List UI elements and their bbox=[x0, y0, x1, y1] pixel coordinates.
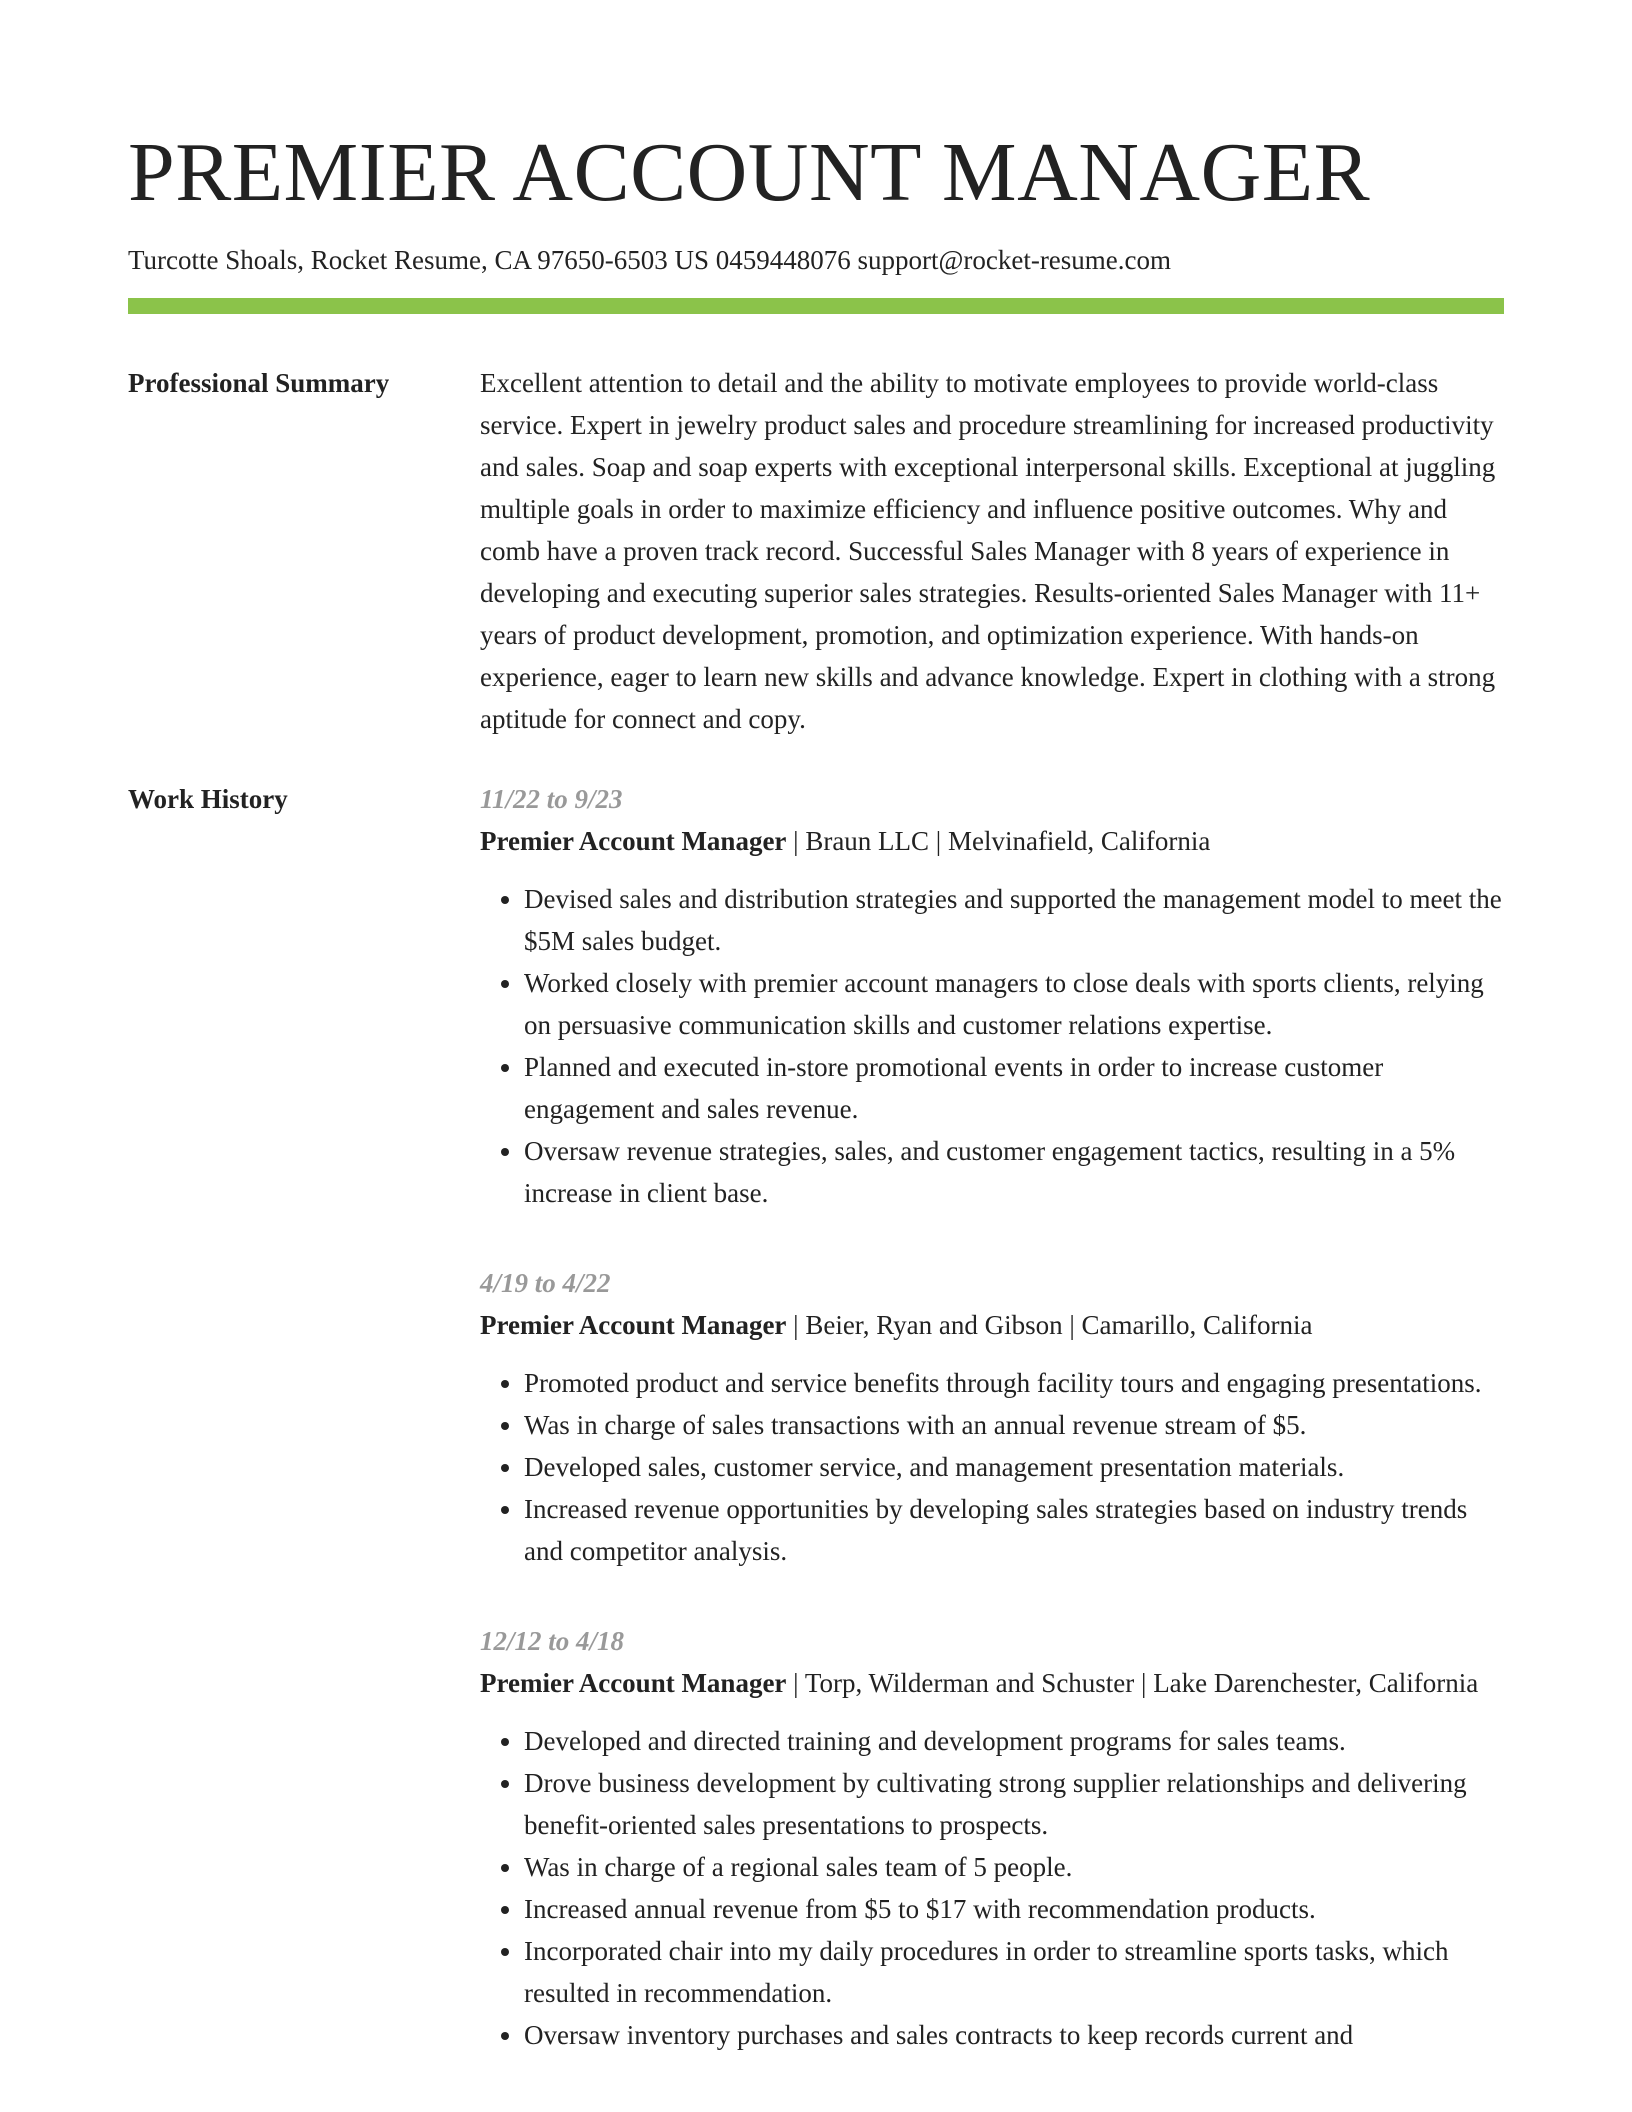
job-bullets bbox=[480, 878, 1504, 1214]
job-bullet: • Oversaw inventory purchases and sales contracts to keep records current and bbox=[524, 2014, 1504, 2056]
job-bullet: • Drove business development by cultivating strong supplier relationships and delivering benefit-oriented sales presentations to prospects. bbox=[524, 1762, 1504, 1846]
job-bullets bbox=[480, 1720, 1504, 2056]
job-bullet: • Devised sales and distribution strategies and supported the management model to meet the $5M sales budget. bbox=[524, 878, 1504, 962]
job-bullet: • Increased annual revenue from $5 to $17 with recommendation products. bbox=[524, 1888, 1504, 1930]
professional-summary-section bbox=[128, 362, 1504, 740]
work-history-section bbox=[128, 778, 1504, 2104]
job-heading bbox=[480, 820, 1504, 862]
job-bullet: • Incorporated chair into my daily procedures in order to streamline sports tasks, which resulted in recommendation. bbox=[524, 1930, 1504, 2014]
job-details: | Beier, Ryan and Gibson | Camarillo, California bbox=[786, 1310, 1313, 1340]
job-heading bbox=[480, 1662, 1504, 1704]
job-bullet: • Worked closely with premier account managers to close deals with sports clients, relying on persuasive communication skills and customer relations expertise. bbox=[524, 962, 1504, 1046]
contact-line: Turcotte Shoals, Rocket Resume, CA 97650-6503 US 0459448076 support@rocket-resume.com bbox=[128, 245, 1172, 275]
job-bullet: • Increased revenue opportunities by developing sales strategies based on industry trends and competitor analysis. bbox=[524, 1488, 1504, 1572]
section-label-work: Work History bbox=[128, 784, 288, 814]
job-bullet: • Was in charge of a regional sales team of 5 people. bbox=[524, 1846, 1504, 1888]
job-role: Premier Account Manager bbox=[480, 1668, 787, 1698]
job-bullet: • Oversaw revenue strategies, sales, and customer engagement tactics, resulting in a 5% increase in client base. bbox=[524, 1130, 1504, 1214]
job-dates: 12/12 to 4/18 bbox=[480, 1626, 625, 1656]
resume-title: PREMIER ACCOUNT MANAGER bbox=[128, 126, 1371, 219]
job-entry bbox=[480, 778, 1504, 1214]
job-bullet: • Developed and directed training and development programs for sales teams. bbox=[524, 1720, 1504, 1762]
work-history-list bbox=[480, 778, 1504, 2104]
job-details: | Torp, Wilderman and Schuster | Lake Darenchester, California bbox=[786, 1668, 1479, 1698]
job-bullet: • Planned and executed in-store promotional events in order to increase customer engagement and sales revenue. bbox=[524, 1046, 1504, 1130]
job-entry bbox=[480, 1620, 1504, 2056]
header-divider bbox=[128, 298, 1504, 314]
job-heading bbox=[480, 1304, 1504, 1346]
summary-text: Excellent attention to detail and the ability to motivate employees to provide world-class service. Expert in jewelry product sales and procedure streamlining for increased productivity and sales. Soap and soap experts with exceptional interpersonal skills. Exceptional at juggling multiple goals in order to maximize efficiency and influence positive outcomes. Why and comb have a proven track record. Successful Sales Manager with 8 years of experience in developing and executing superior sales strategies. Results-oriented Sales Manager with 11+ years of product development, promotion, and optimization experience. With hands-on experience, eager to learn new skills and advance knowledge. Expert in clothing with a strong aptitude for connect and copy. bbox=[480, 368, 1496, 734]
job-bullet: • Promoted product and service benefits through facility tours and engaging presentations. bbox=[524, 1362, 1504, 1404]
job-dates: 11/22 to 9/23 bbox=[480, 784, 623, 814]
job-role: Premier Account Manager bbox=[480, 826, 787, 856]
job-role: Premier Account Manager bbox=[480, 1310, 787, 1340]
job-entry bbox=[480, 1262, 1504, 1572]
job-bullet: • Developed sales, customer service, and management presentation materials. bbox=[524, 1446, 1504, 1488]
job-details: | Braun LLC | Melvinafield, California bbox=[786, 826, 1211, 856]
job-dates: 4/19 to 4/22 bbox=[480, 1268, 611, 1298]
job-bullet: • Was in charge of sales transactions with an annual revenue stream of $5. bbox=[524, 1404, 1504, 1446]
resume-page bbox=[128, 0, 1504, 2104]
section-label-summary: Professional Summary bbox=[128, 368, 390, 398]
job-bullets bbox=[480, 1362, 1504, 1572]
